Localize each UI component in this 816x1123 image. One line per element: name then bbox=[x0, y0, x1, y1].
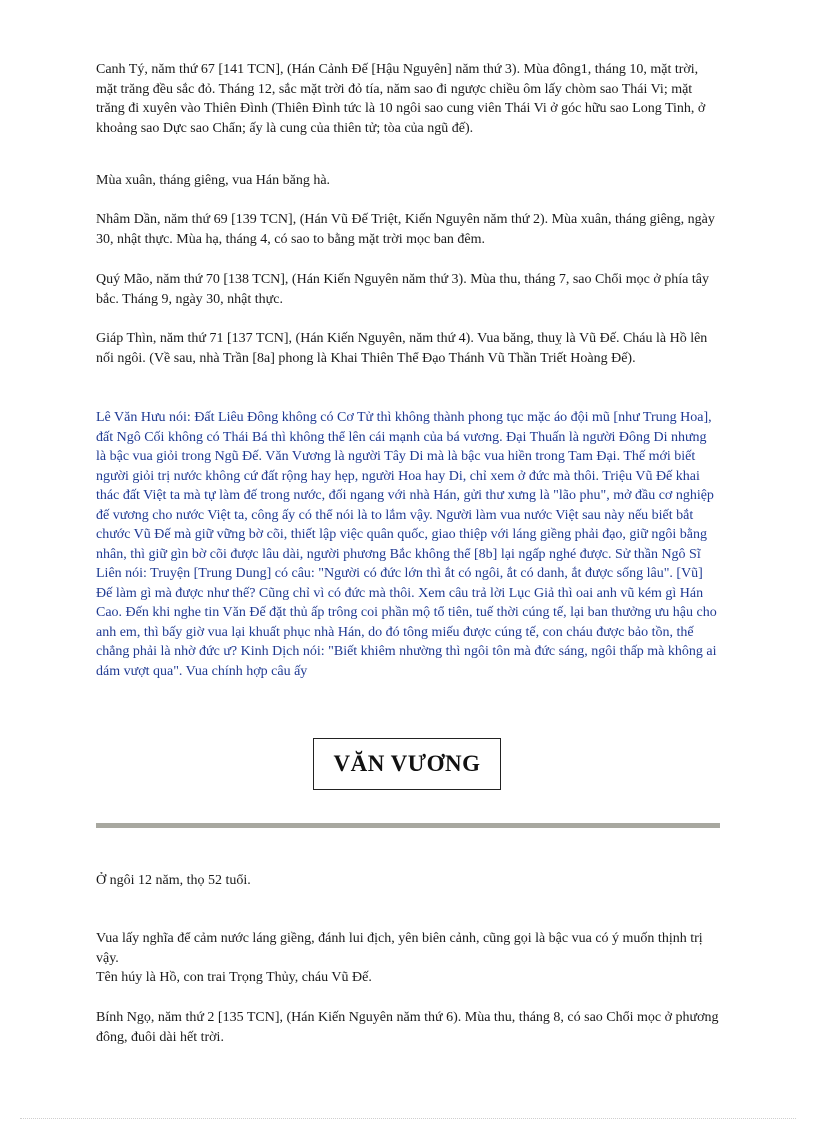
section-divider bbox=[96, 823, 720, 828]
section-title: VĂN VƯƠNG bbox=[333, 751, 481, 776]
paragraph-nham-dan: Nhâm Dần, năm thứ 69 [139 TCN], (Hán Vũ Đế Triệt, Kiến Nguyên năm thứ 2). Mùa xuân, tháng giêng, ngày 30, nhật thực. Mùa hạ, tháng 4, có sao to bằng mặt trời mọc ban đêm. bbox=[96, 212, 715, 247]
paragraph-quy-mao: Quý Mão, năm thứ 70 [138 TCN], (Hán Kiến Nguyên năm thứ 3). Mùa thu, tháng 7, sao Chổi mọc ở phía tây bắc. Tháng 9, ngày 30, nhật thực. bbox=[96, 272, 709, 307]
paragraph-o-ngoi: Ở ngôi 12 năm, thọ 52 tuổi. bbox=[96, 873, 251, 888]
paragraph-vua-lay-nghia: Vua lấy nghĩa để cảm nước láng giềng, đánh lui địch, yên biên cảnh, cũng gọi là bậc vua có ý muốn thịnh trị vậy. bbox=[96, 931, 703, 966]
paragraph-binh-ngo: Bính Ngọ, năm thứ 2 [135 TCN], (Hán Kiến Nguyên năm thứ 6). Mùa thu, tháng 8, có sao Chổi mọc ở phương đông, đuôi dài hết trời. bbox=[96, 1010, 719, 1045]
commentary-le-van-huu: Lê Văn Hưu nói: Đất Liêu Đông không có Cơ Tử thì không thành phong tục mặc áo đội mũ [như Trung Hoa], đất Ngô Cối không có Thái Bá thì không thể lên cái mạnh của bá vương. Đại Thuấn là người Đông Di nhưng là bậc vua giỏi trong Ngũ Đế. Văn Vương là người Tây Di mà là bậc vua hiền trong Tam Đại. Thế mới biết người giỏi trị nước không cứ đất rộng hay hẹp, người Hoa hay Di, chỉ xem ở đức mà thôi. Triệu Vũ Đế khai thác đất Việt ta mà tự làm đế trong nước, đối ngang với nhà Hán, gửi thư xưng là "lão phu", mở đầu cơ nghiệp đế vương cho nước Việt ta, công ấy có thể nói là to lắm vậy. Người làm vua nước Việt sau này nếu biết bắt chước Vũ Đế mà giữ vững bờ cõi, thiết lập việc quân quốc, giao thiệp với láng giềng phải đạo, giữ ngôi bằng nhân, thì giữ gìn bờ cõi được lâu dài, người phương Bắc không thể [8b] lại ngấp nghé được. Sử thần Ngô Sĩ Liên nói: Truyện [Trung Dung] có câu: "Người có đức lớn thì ắt có ngôi, ắt có danh, ắt được sống lâu". [Vũ] Đế làm gì mà được như thế? Cũng chỉ vì có đức mà thôi. Xem câu trả lời Lục Giả thì oai anh vũ kém gì Hán Cao. Đến khi nghe tin Văn Đế đặt thủ ấp trông coi phần mộ tổ tiên, tuế thời cúng tế, lại ban thưởng ưu hậu cho anh em, thì bấy giờ vua lại khuất phục nhà Hán, do đó tông miếu được cúng tế, con cháu được bảo tồn, thế chẳng phải là nhờ đức ư? Kinh Dịch nói: "Biết khiêm nhường thì ngôi tôn mà đức sáng, ngôi thấp mà không ai dám vượt qua". Vua chính hợp câu ấy bbox=[96, 410, 717, 679]
paragraph-canh-ty: Canh Tý, năm thứ 67 [141 TCN], (Hán Cảnh Đế [Hậu Nguyên] năm thứ 3). Mùa đông1, tháng 10, mặt trời, mặt trăng đều sắc đỏ. Tháng 12, sắc mặt trời đỏ tía, năm sao đi ngược chiều ôm lấy chòm sao Thái Vi; mặt trăng đi xuyên vào Thiên Đình (Thiên Đình tức là 10 ngôi sao cung viên Thái Vi ở góc hữu sao Long Tinh, ở khoảng sao Dực sao Chẩn; ấy là cung của thiên tử; tòa của ngũ đế). bbox=[96, 62, 706, 136]
paragraph-ten-huy: Tên húy là Hồ, con trai Trọng Thủy, cháu Vũ Đế. bbox=[96, 970, 372, 985]
paragraph-mua-xuan: Mùa xuân, tháng giêng, vua Hán băng hà. bbox=[96, 173, 331, 188]
section-title-box bbox=[313, 738, 501, 790]
page-bottom-border bbox=[20, 1118, 796, 1119]
paragraph-giap-thin: Giáp Thìn, năm thứ 71 [137 TCN], (Hán Kiến Nguyên, năm thứ 4). Vua băng, thuỵ là Vũ Đế. Cháu là Hồ lên nối ngôi. (Về sau, nhà Trần [8a] phong là Khai Thiên Thể Đạo Thánh Vũ Thần Triết Hoàng Đế). bbox=[96, 331, 708, 366]
